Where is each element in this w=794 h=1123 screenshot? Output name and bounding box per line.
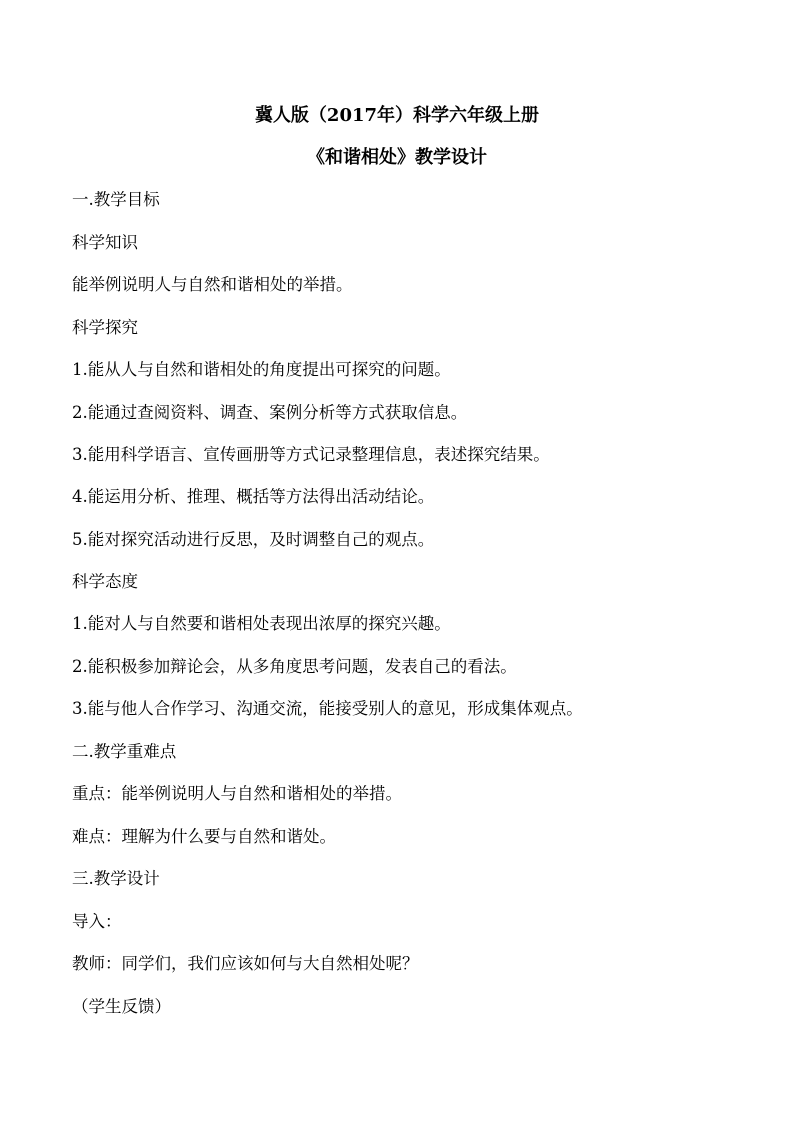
- paragraph: 难点：理解为什么要与自然和谐处。: [72, 827, 336, 846]
- paragraph: 重点：能举例说明人与自然和谐相处的举措。: [72, 784, 402, 803]
- subheading-science-attitude: 科学态度: [72, 572, 138, 591]
- list-item: 4.能运用分析、推理、概括等方法得出活动结论。: [72, 487, 435, 506]
- paragraph: （学生反馈）: [72, 997, 171, 1016]
- document-title: 冀人版（2017年）科学六年级上册: [254, 105, 540, 126]
- paragraph: 导入：: [72, 912, 122, 931]
- section-heading-teaching-design: 三.教学设计: [72, 869, 160, 888]
- list-item: 2.能积极参加辩论会，从多角度思考问题，发表自己的看法。: [72, 657, 517, 676]
- list-item: 2.能通过查阅资料、调查、案例分析等方式获取信息。: [72, 403, 468, 422]
- list-item: 3.能用科学语言、宣传画册等方式记录整理信息，表述探究结果。: [72, 445, 550, 464]
- section-heading-objectives: 一.教学目标: [72, 190, 160, 209]
- subheading-science-inquiry: 科学探究: [72, 318, 138, 337]
- document-subtitle: 《和谐相处》教学设计: [307, 147, 487, 168]
- list-item: 1.能对人与自然要和谐相处表现出浓厚的探究兴趣。: [72, 614, 451, 633]
- list-item: 1.能从人与自然和谐相处的角度提出可探究的问题。: [72, 360, 451, 379]
- paragraph: 教师：同学们，我们应该如何与大自然相处呢？: [72, 954, 419, 973]
- subheading-science-knowledge: 科学知识: [72, 233, 138, 252]
- section-heading-key-points: 二.教学重难点: [72, 742, 177, 761]
- list-item: 5.能对探究活动进行反思，及时调整自己的观点。: [72, 530, 435, 549]
- list-item: 3.能与他人合作学习、沟通交流，能接受别人的意见，形成集体观点。: [72, 699, 583, 718]
- paragraph: 能举例说明人与自然和谐相处的举措。: [72, 275, 353, 294]
